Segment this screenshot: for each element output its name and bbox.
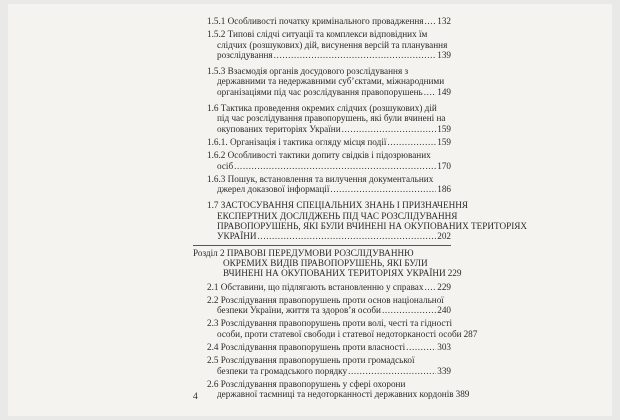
toc-page-number: 229 — [447, 268, 462, 279]
toc-page-number: 202 — [437, 231, 451, 242]
leader-dots — [274, 50, 437, 60]
toc-entry-text: УКРАЇНИ — [217, 231, 257, 242]
toc-page-number: 240 — [437, 305, 451, 316]
toc-entry-text: 2.4 Розслідування правопорушень проти власності — [207, 342, 406, 353]
toc-page-number: 287 — [463, 328, 478, 339]
toc-entry-text: ПРАВОПОРУШЕНЬ, ЯКІ БУЛИ ВЧИНЕНІ НА ОКУПОВАНИХ ТЕРИТОРІЯХ — [217, 221, 528, 232]
leader-dots — [330, 184, 436, 194]
table-of-contents — [193, 16, 528, 403]
toc-entry — [193, 150, 451, 171]
toc-entry — [193, 247, 462, 279]
toc-entry-text: 1.6 Тактика проведення окремих слідчих (розшукових) дій — [207, 103, 437, 114]
toc-entry-text: осіб — [217, 160, 234, 171]
toc-page-number: 186 — [437, 184, 451, 195]
toc-entry-text: безпеки та громадського порядку — [217, 365, 348, 376]
toc-entry-text: під час розслідування правопорушень, які були вчинені на — [217, 113, 446, 124]
toc-entry-text: ЕКСПЕРТНИХ ДОСЛІДЖЕНЬ ПІД ЧАС РОЗСЛІДУВАННЯ — [217, 210, 458, 221]
toc-entry-text: організаціями під час розслідування правопорушень — [217, 86, 423, 97]
toc-page-number: 339 — [437, 365, 451, 376]
leader-dots — [234, 161, 436, 171]
toc-entry — [193, 378, 470, 400]
toc-entry-text: 1.6.3 Пошук, встановлення та вилучення документальних — [207, 173, 434, 184]
toc-entry-text: 2.3 Розслідування правопорушень проти волі, честі та гідності — [207, 318, 453, 329]
toc-entry-text: ВЧИНЕНІ НА ОКУПОВАНИХ ТЕРИТОРІЯХ УКРАЇНИ — [223, 268, 446, 279]
toc-page-number: 139 — [437, 49, 451, 60]
toc-entry — [193, 29, 451, 60]
toc-entry — [193, 16, 451, 26]
toc-page-number: 159 — [437, 123, 451, 134]
leader-dots — [382, 305, 436, 315]
toc-page-number: 132 — [437, 16, 451, 26]
toc-entry-text: окупованих територіях України — [217, 123, 341, 134]
leader-dots — [424, 87, 437, 97]
toc-entry-text: Розділ 2 ПРАВОВІ ПЕРЕДУМОВИ РОЗСЛІДУВАННЮ — [193, 247, 414, 258]
toc-entry-text: 2.1 Обставини, що підлягають встановленню у справах — [207, 281, 424, 292]
toc-entry-text: джерел доказової інформації — [217, 184, 330, 195]
toc-entry-text: 2.2 Розслідування правопорушень проти основ національної — [207, 294, 444, 305]
book-page — [8, 4, 612, 416]
toc-page-number: 159 — [437, 136, 451, 147]
toc-entry — [193, 295, 451, 316]
toc-page-number: 303 — [437, 342, 451, 353]
leader-dots — [258, 231, 437, 241]
toc-entry-text: державними та недержавними суб’єктами, міжнародними — [217, 76, 445, 87]
toc-entry — [193, 66, 451, 97]
toc-entry — [193, 355, 451, 376]
toc-page-number: 229 — [437, 281, 451, 292]
toc-entry — [193, 318, 478, 339]
toc-entry-text: слідчих (розшукових) дій, висунення версій та планування — [217, 39, 448, 50]
toc-entry — [193, 174, 451, 195]
section-divider — [193, 245, 451, 246]
toc-entry-text: 1.5.1 Особливості початку кримінального провадження — [207, 16, 424, 26]
leader-dots — [348, 366, 436, 376]
toc-entry — [193, 137, 451, 147]
toc-page-number: 170 — [437, 160, 451, 171]
toc-page-number: 149 — [437, 86, 451, 97]
toc-entry-text: особи, проти статевої свободи і статевої недоторканості особи — [217, 328, 462, 339]
toc-entry-text: 2.6 Розслідування правопорушень у сфері охорони — [207, 378, 406, 389]
toc-entry-text: 1.5.3 Взаємодія органів досудового розслідування з — [207, 66, 409, 77]
leader-dots — [425, 16, 437, 26]
toc-entry-text: 1.5.2 Типові слідчі ситуації та комплекси відповідних їм — [207, 29, 428, 40]
toc-entry — [193, 282, 451, 292]
toc-entry — [193, 103, 451, 134]
leader-dots — [387, 137, 436, 147]
toc-entry — [193, 342, 451, 352]
toc-entry-text: державної таємниці та недоторканності державних кордонів — [217, 389, 454, 400]
toc-entry-text: 2.5 Розслідування правопорушень проти громадської — [207, 355, 415, 366]
toc-entry-text: 1.6.2 Особливості тактики допиту свідків і підозрюваних — [207, 150, 431, 161]
toc-entry-text: 1.7 ЗАСТОСУВАННЯ СПЕЦІАЛЬНИХ ЗНАНЬ І ПРИЗНАЧЕННЯ — [207, 200, 469, 211]
leader-dots — [406, 342, 436, 352]
leader-dots — [342, 124, 437, 134]
toc-entry-text: розслідування — [217, 49, 273, 60]
toc-entry-text: 1.6.1. Організація і тактика огляду місця події — [207, 136, 387, 147]
toc-entry-text: ОКРЕМИХ ВИДІВ ПРАВОПОРУШЕНЬ, ЯКІ БУЛИ — [223, 257, 428, 268]
page-number: 4 — [193, 392, 198, 402]
toc-page-number: 389 — [455, 389, 470, 400]
toc-entry-text: безпеки України, життя та здоров’я особи — [217, 305, 381, 316]
toc-entry — [193, 200, 528, 242]
leader-dots — [424, 282, 436, 292]
